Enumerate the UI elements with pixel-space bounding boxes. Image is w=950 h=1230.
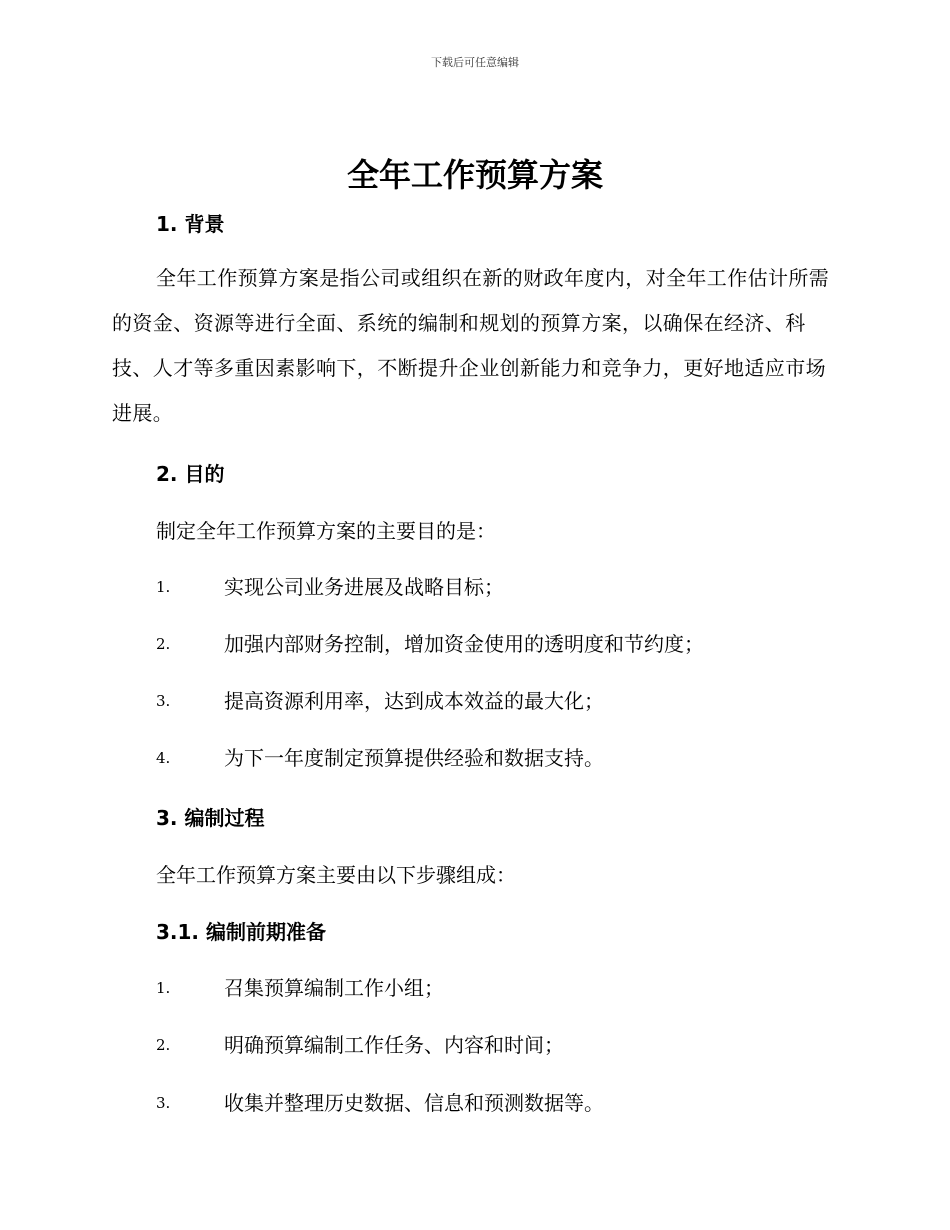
process-intro: 全年工作预算方案主要由以下步骤组成： <box>156 863 516 887</box>
list-text: 提高资源利用率，达到成本效益的最大化； <box>224 689 604 713</box>
list-text: 召集预算编制工作小组； <box>224 976 444 1000</box>
list-text: 收集并整理历史数据、信息和预测数据等。 <box>224 1091 604 1115</box>
section-heading-background: 1. 背景 <box>156 212 225 236</box>
header-note: 下载后可任意编辑 <box>431 56 519 69</box>
purpose-intro: 制定全年工作预算方案的主要目的是： <box>156 519 496 543</box>
document-title: 全年工作预算方案 <box>346 156 603 194</box>
list-number: 2. <box>156 1036 171 1054</box>
background-paragraph: 全年工作预算方案是指公司或组织在新的财政年度内，对全年工作估计所需的资金、资源等进行全面、系统的编制和规划的预算方案，以确保在经济、科技、人才等多重因素影响下，不断提升企业创新能力和竞争力，更好地适应市场进展。 <box>112 266 830 425</box>
subsection-heading-preparation: 3.1. 编制前期准备 <box>156 920 326 944</box>
list-number: 2. <box>156 635 171 653</box>
list-number: 1. <box>156 578 171 596</box>
section-heading-purpose: 2. 目的 <box>156 462 225 486</box>
section-heading-process: 3. 编制过程 <box>156 806 265 830</box>
list-number: 3. <box>156 692 171 710</box>
list-text: 为下一年度制定预算提供经验和数据支持。 <box>224 746 604 770</box>
list-number: 4. <box>156 749 171 767</box>
list-text: 加强内部财务控制，增加资金使用的透明度和节约度； <box>224 632 704 656</box>
list-text: 明确预算编制工作任务、内容和时间； <box>224 1033 564 1057</box>
list-text: 实现公司业务进展及战略目标； <box>224 575 504 599</box>
list-number: 1. <box>156 979 171 997</box>
list-number: 3. <box>156 1094 171 1112</box>
